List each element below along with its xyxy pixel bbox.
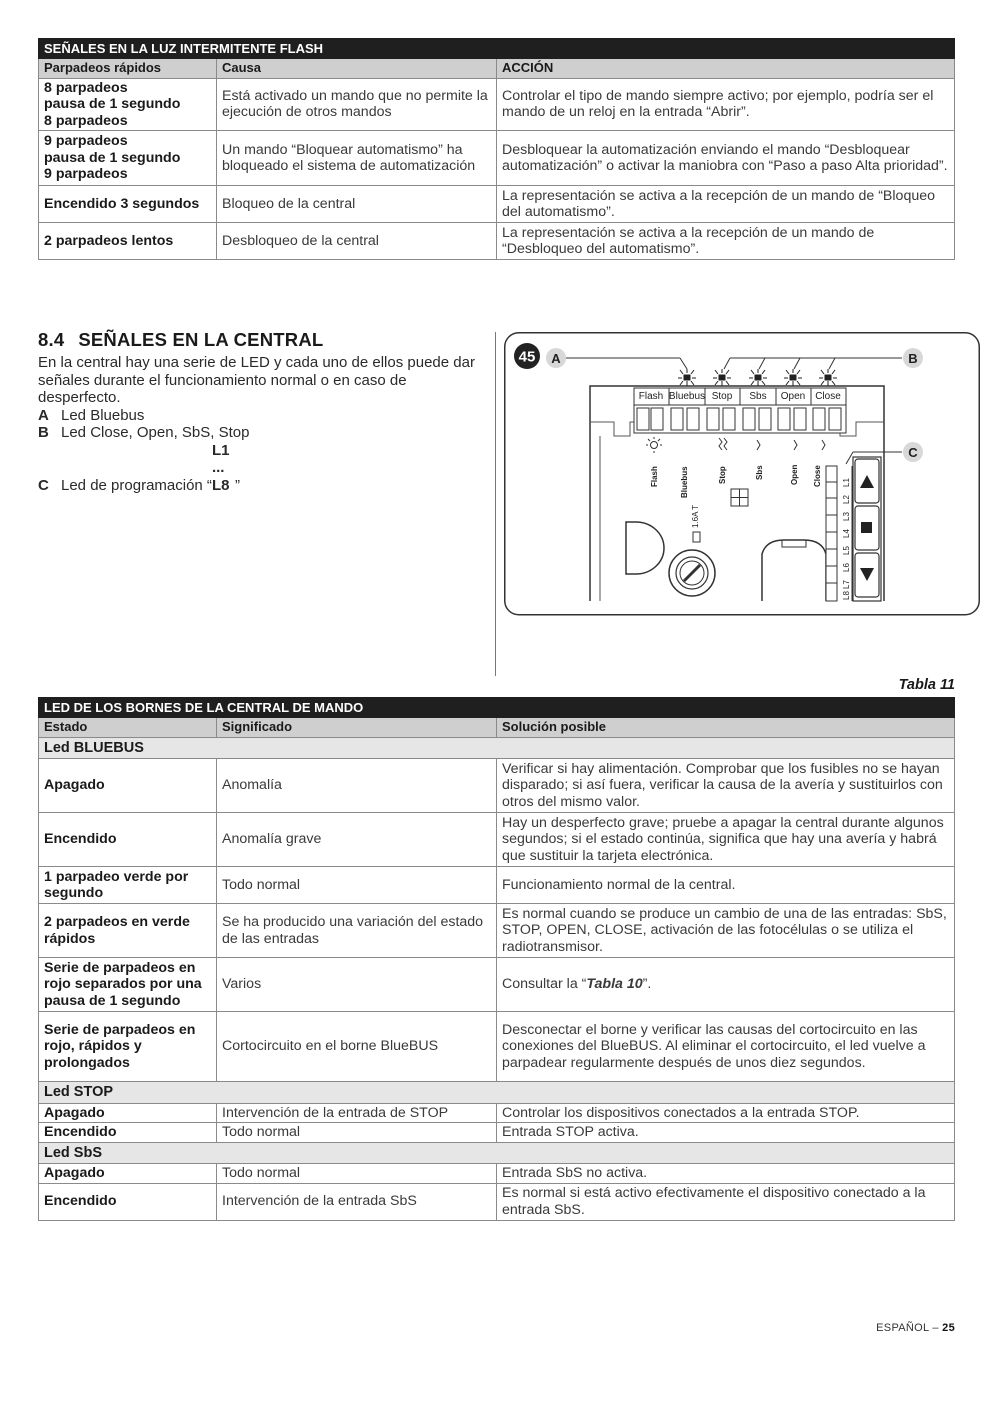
flash-header-cause: Causa xyxy=(217,59,497,79)
terminal-label-bluebus: Bluebus xyxy=(668,391,706,402)
fuse-rating-label: 1.6A T xyxy=(691,505,700,528)
terminal-label-sbs: Sbs xyxy=(749,391,767,402)
led-row-meaning: Anomalía xyxy=(217,759,497,813)
list-item xyxy=(38,407,490,425)
led-row-state: Serie de parpadeos en rojo, rápidos y prolongados xyxy=(39,1012,217,1082)
led-row-solution: Hay un desperfecto grave; pruebe a apagar la central durante algunos segundos; si el estado continúa, significa que hay una avería y habrá que sustituir la tarjeta electrónica. xyxy=(497,813,955,867)
led-row-solution: Controlar los dispositivos conectados a la entrada STOP. xyxy=(497,1103,955,1123)
table-reference: Tabla 10 xyxy=(586,976,643,993)
list-item-letter: C xyxy=(38,476,49,494)
led-row-meaning: Se ha producido una variación del estado de las entradas xyxy=(217,904,497,958)
flash-row-key: 8 parpadeos pausa de 1 segundo 8 parpadeos xyxy=(39,78,217,131)
led-row-solution: Verificar si hay alimentación. Comprobar que los fusibles no se hayan disparado; si así fuera, verificar la causa de la avería y sustituirlos con otros del mismo valor. xyxy=(497,759,955,813)
led-row-meaning: Todo normal xyxy=(217,1164,497,1184)
vertical-label-open: Open xyxy=(790,464,799,485)
flash-row-action: La representación se activa a la recepción de un mando de “Desbloqueo del automatismo”. xyxy=(497,223,955,260)
led-label-l8: L8 xyxy=(842,591,851,600)
led-row-solution: Desconectar el borne y verificar las causas del cortocircuito en las conexiones del BlueBUS. Al eliminar el cortocircuito, el led vuelve a parpadear regularmente después de unos diez segundos. xyxy=(497,1012,955,1082)
flash-row-key: 2 parpadeos lentos xyxy=(39,223,217,260)
flash-row-action: La representación se activa a la recepción de un mando de “Bloqueo del automatismo”. xyxy=(497,186,955,223)
trimmer-knob xyxy=(669,550,715,596)
list-item xyxy=(38,442,490,495)
column-divider xyxy=(495,332,496,676)
led-label-l7: L7 xyxy=(842,580,851,589)
vertical-label-close: Close xyxy=(813,465,822,487)
flash-row-key: Encendido 3 segundos xyxy=(39,186,217,223)
flash-row-key: 9 parpadeos pausa de 1 segundo 9 parpadeos xyxy=(39,131,217,186)
vertical-label-bluebus: Bluebus xyxy=(680,466,689,498)
led-row-state: Encendido xyxy=(39,1183,217,1220)
footer-separator: – xyxy=(929,1322,943,1334)
flash-row-cause: Bloqueo de la central xyxy=(217,186,497,223)
terminal-block xyxy=(634,388,846,433)
flash-signals-table xyxy=(38,38,955,260)
led-row-state: Apagado xyxy=(39,1103,217,1123)
list-item-text: Led de programación “ xyxy=(61,476,212,494)
flash-row-action: Controlar el tipo de mando siempre activo; por ejemplo, podría ser el mando de un reloj en la entrada “Abrir”. xyxy=(497,78,955,131)
callout-c: C xyxy=(908,445,918,460)
led-row-meaning: Intervención de la entrada SbS xyxy=(217,1183,497,1220)
led-row-state: Apagado xyxy=(39,759,217,813)
button-column xyxy=(853,457,881,601)
led-terminals-table xyxy=(38,697,955,1221)
led-label-l3: L3 xyxy=(842,512,851,521)
solution-text: Consultar la “ xyxy=(502,976,587,993)
section-number: 8.4 xyxy=(38,329,65,350)
page-number: 25 xyxy=(942,1322,955,1334)
led-row-state: Serie de parpadeos en rojo separados por una pausa de 1 segundo xyxy=(39,958,217,1012)
led-row-meaning: Intervención de la entrada de STOP xyxy=(217,1103,497,1123)
table-row xyxy=(39,78,955,131)
led-row-solution: Funcionamiento normal de la central. xyxy=(497,867,955,904)
group-header-sbs: Led SbS xyxy=(39,1142,955,1164)
table-row xyxy=(39,813,955,867)
terminal-label-open: Open xyxy=(780,391,806,402)
led-row-solution: Es normal si está activo efectivamente el dispositivo conectado a la entrada SbS. xyxy=(497,1183,955,1220)
table-row xyxy=(39,223,955,260)
table-row xyxy=(39,1012,955,1082)
led-label-l6: L6 xyxy=(842,563,851,572)
flash-row-cause: Está activado un mando que no permite la ejecución de otros mandos xyxy=(217,78,497,131)
led-strip xyxy=(826,466,837,601)
vertical-label-stop: Stop xyxy=(718,466,727,484)
table-caption: Tabla 11 xyxy=(898,677,955,693)
section-intro: En la central hay una serie de LED y cada uno de ellos puede dar señales durante el funcionamiento normal o en caso de desperfecto. xyxy=(38,354,475,406)
list-item-letter: B xyxy=(38,424,49,441)
table-row xyxy=(39,759,955,813)
led-row-state: Encendido xyxy=(39,1123,217,1143)
led-row-solution xyxy=(497,958,955,1012)
table-row xyxy=(39,1183,955,1220)
group-header-bluebus: Led BLUEBUS xyxy=(39,737,955,759)
list-item-text: Led Close, Open, SbS, Stop xyxy=(61,424,250,441)
list-item-text: ” xyxy=(234,476,240,494)
led-row-state: 2 parpadeos en verde rápidos xyxy=(39,904,217,958)
list-item-text: Led Bluebus xyxy=(61,406,145,424)
led-row-solution: Entrada STOP activa. xyxy=(497,1123,955,1143)
stop-square-button-icon xyxy=(861,522,872,533)
led-label-l4: L4 xyxy=(842,529,851,538)
flash-header-blinks: Parpadeos rápidos xyxy=(39,59,217,79)
led-label-l5: L5 xyxy=(842,546,851,555)
flash-table-title: SEÑALES EN LA LUZ INTERMITENTE FLASH xyxy=(39,39,955,59)
flash-header-action: ACCIÓN xyxy=(497,59,955,79)
table-row xyxy=(39,904,955,958)
flash-row-action: Desbloquear la automatización enviando el mando “Desbloquear automatización” o activar la maniobra con “Paso a paso Alta prioridad”. xyxy=(497,131,955,186)
table-row xyxy=(39,1164,955,1184)
page-footer xyxy=(876,1322,955,1334)
list-item-bold: L1 ... L8 xyxy=(211,441,230,494)
figure-frame xyxy=(505,333,980,615)
led-row-state: Encendido xyxy=(39,813,217,867)
solution-text: ”. xyxy=(642,976,652,993)
led-table-title: LED DE LOS BORNES DE LA CENTRAL DE MANDO xyxy=(39,698,955,718)
table-row xyxy=(39,1123,955,1143)
led-header-solution: Solución posible xyxy=(497,718,955,738)
table-row xyxy=(39,131,955,186)
footer-language: ESPAÑOL xyxy=(876,1322,930,1334)
vertical-label-sbs: Sbs xyxy=(755,465,764,480)
led-label-l2: L2 xyxy=(842,495,851,504)
section-title: SEÑALES EN LA CENTRAL xyxy=(78,329,324,350)
led-row-solution: Entrada SbS no activa. xyxy=(497,1164,955,1184)
section-heading xyxy=(38,329,323,351)
control-unit-figure xyxy=(504,332,980,616)
group-header-stop: Led STOP xyxy=(39,1082,955,1104)
led-label-l1: L1 xyxy=(842,478,851,487)
led-header-meaning: Significado xyxy=(217,718,497,738)
terminal-label-close: Close xyxy=(815,391,841,402)
led-header-state: Estado xyxy=(39,718,217,738)
led-row-state: 1 parpadeo verde por segundo xyxy=(39,867,217,904)
flash-row-cause: Un mando “Bloquear automatismo” ha bloqueado el sistema de automatización xyxy=(217,131,497,186)
list-item-letter: A xyxy=(38,406,49,424)
led-row-state: Apagado xyxy=(39,1164,217,1184)
vertical-label-flash: Flash xyxy=(650,466,659,487)
flash-row-cause: Desbloqueo de la central xyxy=(217,223,497,260)
table-row xyxy=(39,867,955,904)
led-row-solution: Es normal cuando se produce un cambio de una de las entradas: SbS, STOP, OPEN, CLOSE, activación de las fotocélulas o se utiliza el radiotransmisor. xyxy=(497,904,955,958)
list-item xyxy=(38,424,490,442)
led-row-meaning: Todo normal xyxy=(217,867,497,904)
section-body xyxy=(38,354,490,494)
led-row-meaning: Varios xyxy=(217,958,497,1012)
led-row-meaning: Cortocircuito en el borne BlueBUS xyxy=(217,1012,497,1082)
callout-b: B xyxy=(908,351,918,366)
terminal-label-stop: Stop xyxy=(711,391,733,402)
table-row xyxy=(39,186,955,223)
led-row-meaning: Anomalía grave xyxy=(217,813,497,867)
figure-number: 45 xyxy=(518,348,536,366)
table-row xyxy=(39,958,955,1012)
callout-a: A xyxy=(551,351,561,366)
terminal-label-flash: Flash xyxy=(638,391,664,402)
led-row-meaning: Todo normal xyxy=(217,1123,497,1143)
table-row xyxy=(39,1103,955,1123)
